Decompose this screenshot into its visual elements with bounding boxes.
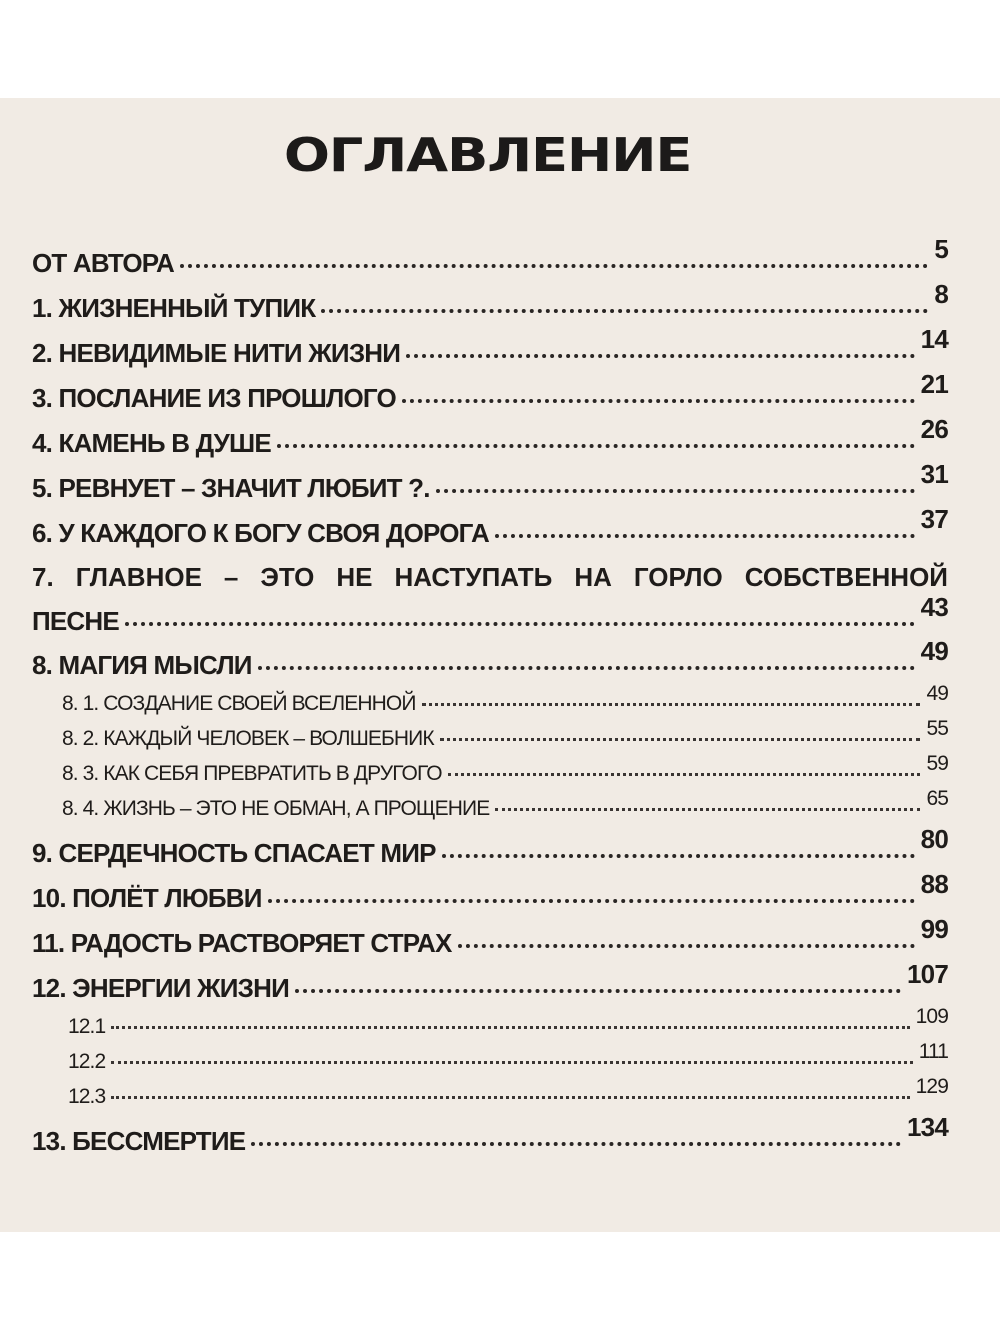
toc-entry-label: 8. МАГИЯ МЫСЛИ: [32, 650, 252, 680]
dot-leader: [458, 944, 915, 948]
toc-entry-7: [32, 592, 948, 637]
toc-page-number: 99: [920, 914, 948, 944]
toc-page-number: 88: [920, 869, 948, 899]
toc-entry-9: [32, 824, 948, 869]
toc-entry-label: 12.1: [68, 1015, 106, 1038]
toc-entry-label: 3. ПОСЛАНИЕ ИЗ ПРОШЛОГО: [32, 383, 396, 413]
toc-entry-label: 5. РЕВНУЕТ – ЗНАЧИТ ЛЮБИТ ?.: [32, 473, 430, 503]
toc-page-number: 43: [920, 592, 948, 622]
toc-entry-12: [32, 959, 948, 1004]
toc-entry-7-line1: 7. ГЛАВНОЕ – ЭТО НЕ НАСТУПАТЬ НА ГОРЛО СОБСТВЕННОЙ: [32, 562, 948, 592]
toc-entry-label: 8. 3. КАК СЕБЯ ПРЕВРАТИТЬ В ДРУГОГО: [62, 762, 442, 785]
toc-page-number: 31: [920, 459, 948, 489]
dot-leader: [448, 773, 921, 776]
toc-page-number: 5: [934, 234, 948, 264]
toc-page-number: 107: [907, 959, 948, 989]
toc-subentry-12-3: [68, 1075, 948, 1109]
toc-entry-13: [32, 1112, 948, 1157]
dot-leader: [495, 808, 920, 811]
toc-page-number: 49: [926, 682, 948, 705]
toc-subentry-8-4: [62, 787, 948, 821]
toc-page-number: 59: [926, 752, 948, 775]
toc-page-number: 49: [920, 636, 948, 666]
toc-entry-label: 8. 1. СОЗДАНИЕ СВОЕЙ ВСЕЛЕННОЙ: [62, 692, 416, 715]
book-page: [0, 98, 1000, 1232]
toc-page-number: 37: [920, 504, 948, 534]
toc-entry-4: [32, 414, 948, 459]
toc-subentry-12-1: [68, 1005, 948, 1039]
toc-entry-label: 10. ПОЛЁТ ЛЮБВИ: [32, 883, 262, 913]
dot-leader: [402, 399, 915, 403]
toc-entry-label: 6. У КАЖДОГО К БОГУ СВОЯ ДОРОГА: [32, 518, 489, 548]
dot-leader: [258, 666, 915, 670]
toc-entry-label: 8. 4. ЖИЗНЬ – ЭТО НЕ ОБМАН, А ПРОЩЕНИЕ: [62, 797, 490, 820]
toc-entry-label: 1. ЖИЗНЕННЫЙ ТУПИК: [32, 293, 316, 323]
toc-entry-3: [32, 369, 948, 414]
toc-entry-8: [32, 636, 948, 681]
dot-leader: [440, 738, 921, 741]
dot-leader: [436, 489, 915, 493]
dot-leader: [111, 1096, 909, 1099]
toc-entry-11: [32, 914, 948, 959]
dot-leader: [111, 1026, 909, 1029]
toc-entry-label: 12.2: [68, 1050, 106, 1073]
dot-leader: [180, 264, 928, 268]
toc-entry-label: 11. РАДОСТЬ РАСТВОРЯЕТ СТРАХ: [32, 928, 452, 958]
toc-page-number: 8: [934, 279, 948, 309]
toc-page-number: 109: [915, 1005, 948, 1028]
toc-entry-1: [32, 279, 948, 324]
toc-entry-label: 9. СЕРДЕЧНОСТЬ СПАСАЕТ МИР: [32, 838, 436, 868]
dot-leader: [277, 444, 915, 448]
toc-page-number: 80: [920, 824, 948, 854]
toc-entry-6: [32, 504, 948, 549]
toc-page-number: 111: [918, 1040, 948, 1063]
dot-leader: [125, 622, 915, 626]
toc-page-number: 26: [920, 414, 948, 444]
toc-entry-label: 2. НЕВИДИМЫЕ НИТИ ЖИЗНИ: [32, 338, 401, 368]
dot-leader: [321, 309, 928, 313]
toc-page-number: 21: [920, 369, 948, 399]
dot-leader: [251, 1142, 901, 1146]
toc-entry-label: 12. ЭНЕРГИИ ЖИЗНИ: [32, 973, 290, 1003]
toc-entry-label: 4. КАМЕНЬ В ДУШЕ: [32, 428, 271, 458]
toc-subentry-12-2: [68, 1040, 948, 1074]
toc-entry-2: [32, 324, 948, 369]
dot-leader: [295, 989, 901, 993]
dot-leader: [442, 854, 915, 858]
dot-leader: [406, 354, 914, 358]
toc-entry-label: ОТ АВТОРА: [32, 248, 174, 278]
toc-entry-author: [32, 234, 948, 279]
toc-page-number: 14: [920, 324, 948, 354]
toc-subentry-8-2: [62, 717, 948, 751]
dot-leader: [111, 1061, 912, 1064]
toc-entry-5: [32, 459, 948, 504]
toc-subentry-8-1: [62, 682, 948, 716]
toc-entry-label: 12.3: [68, 1085, 106, 1108]
toc-page-number: 129: [915, 1075, 948, 1098]
toc-page-number: 134: [907, 1112, 948, 1142]
toc-entry-label: 8. 2. КАЖДЫЙ ЧЕЛОВЕК – ВОЛШЕБНИК: [62, 727, 434, 750]
dot-leader: [422, 703, 921, 706]
toc-subentry-8-3: [62, 752, 948, 786]
toc-entry-label: ПЕСНЕ: [32, 606, 119, 636]
dot-leader: [495, 534, 915, 538]
dot-leader: [268, 899, 915, 903]
toc-entry-10: [32, 869, 948, 914]
toc-page-number: 65: [926, 787, 948, 810]
toc-entry-label: 13. БЕССМЕРТИЕ: [32, 1126, 246, 1156]
toc-page-number: 55: [926, 717, 948, 740]
page-title: ОГЛАВЛЕНИЕ: [283, 128, 692, 182]
